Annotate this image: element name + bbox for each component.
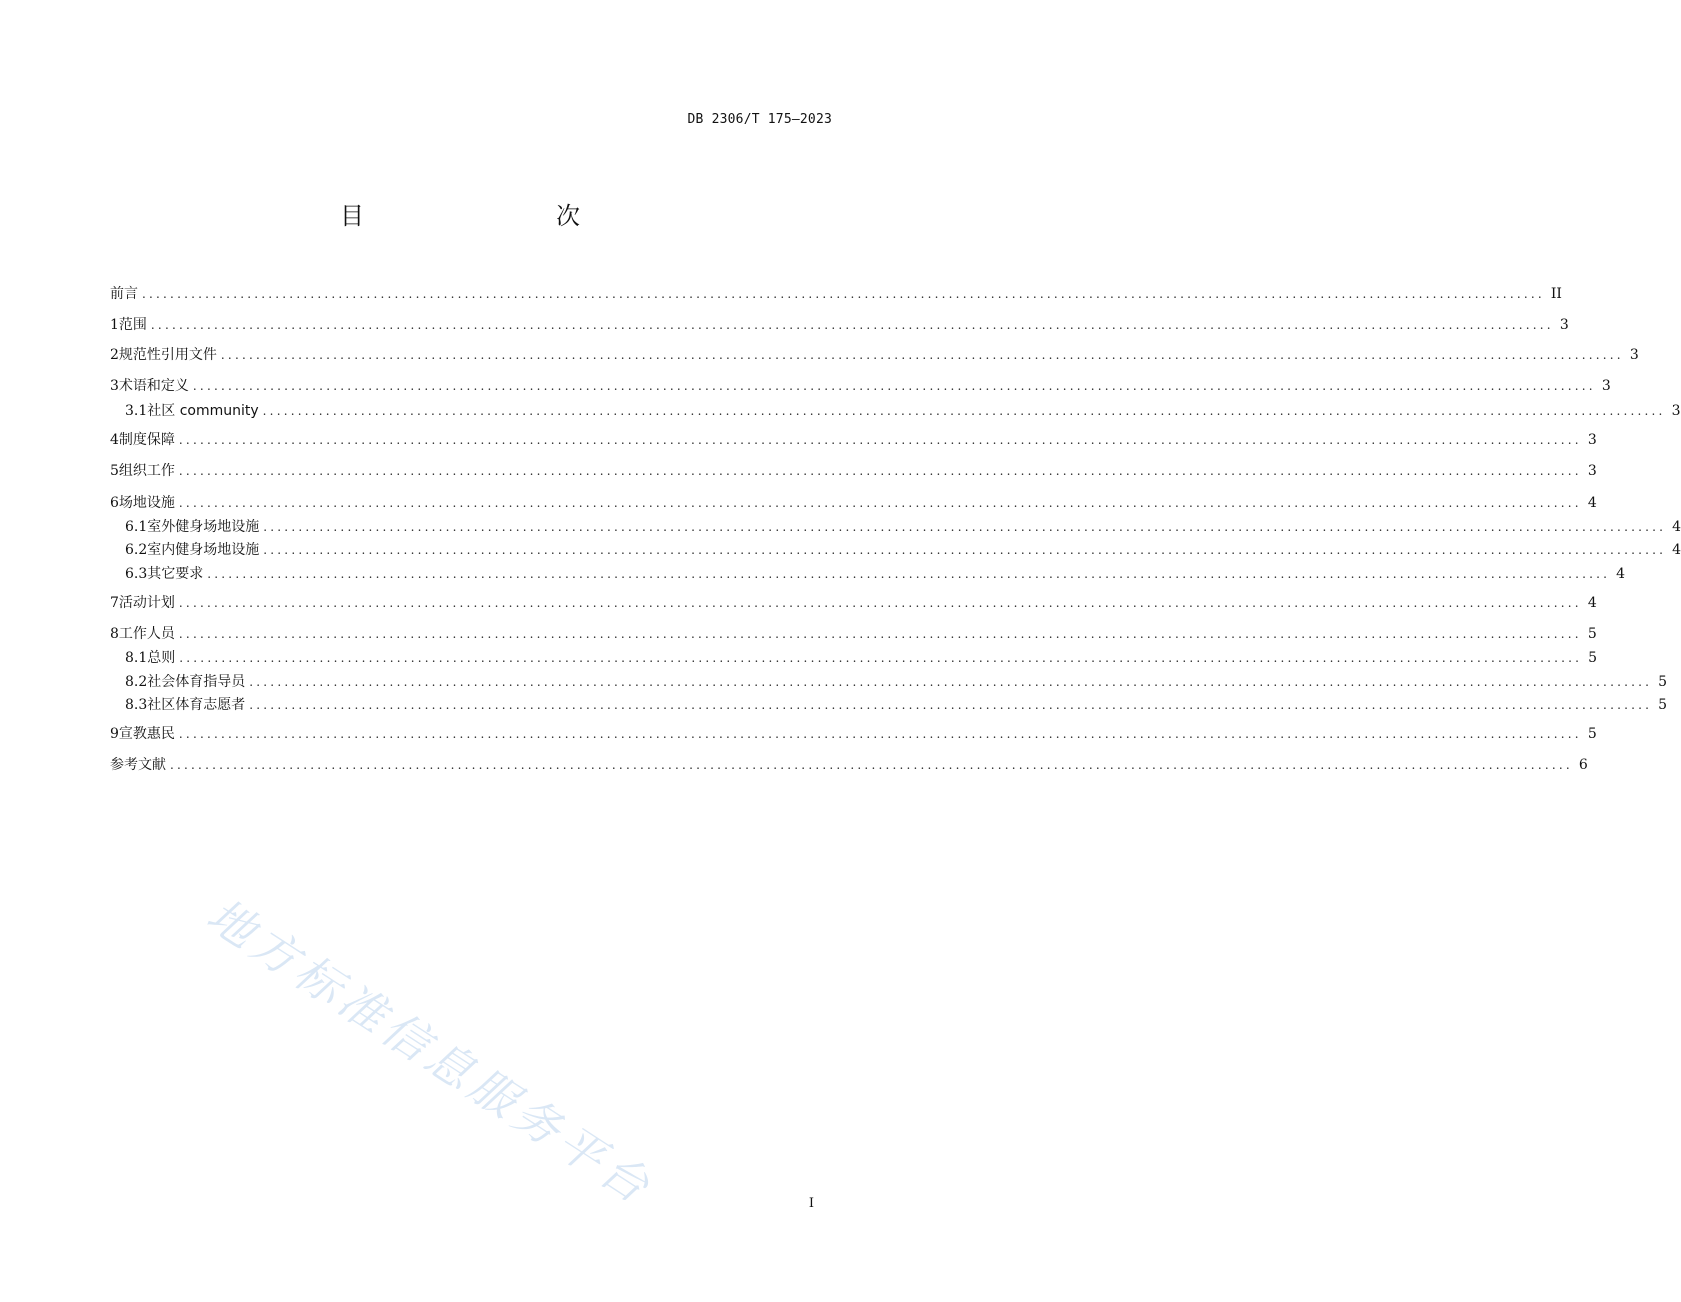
toc-entry-number: 6.3 (125, 566, 148, 582)
toc-entry[interactable] (110, 460, 1597, 480)
dot-leader: ........................................................................................................................................................................................................ (178, 727, 1582, 741)
watermark: 地方标准信息服务平台 (197, 887, 664, 1217)
toc-entry-number: 2 (110, 347, 119, 363)
dot-leader: ........................................................................................................................................................................................................ (249, 675, 1653, 689)
toc-entry[interactable] (110, 492, 1597, 512)
toc-entry-page: 5 (1658, 674, 1668, 690)
toc-entry-page: 5 (1587, 726, 1597, 742)
toc-entry-page: 4 (1616, 566, 1626, 582)
toc-entry-title: 社会体育指导员 (147, 674, 246, 690)
toc-entry[interactable] (110, 314, 1569, 334)
toc-entry[interactable] (110, 344, 1639, 364)
dot-leader: ........................................................................................................................................................................................................ (178, 596, 1582, 610)
toc-entry-number: 6.2 (125, 542, 148, 558)
dot-leader: ........................................................................................................................................................................................................ (150, 318, 1554, 332)
toc-entry-title: 参考文献 (110, 757, 166, 773)
toc-entry-number: 5 (110, 463, 119, 479)
toc-entry-title: 活动计划 (118, 595, 175, 611)
toc-entry-page: 3 (1559, 317, 1569, 333)
toc-entry-page: 3 (1629, 347, 1639, 363)
toc-entry-page: 6 (1578, 757, 1588, 773)
toc-entry-title: 工作人员 (118, 626, 175, 642)
toc-entry-title: 其它要求 (147, 566, 204, 582)
toc-entry-title: 室外健身场地设施 (147, 519, 260, 535)
dot-leader: ........................................................................................................................................................................................................ (178, 433, 1582, 447)
toc-entry[interactable] (110, 623, 1597, 643)
toc-entry-page: 4 (1587, 495, 1597, 511)
toc-entry-page: 3 (1671, 403, 1681, 419)
toc-entry-number: 7 (110, 595, 119, 611)
toc-entry[interactable] (110, 592, 1597, 612)
toc-entry-title: 社区 community (147, 403, 259, 419)
toc-entry-page: 4 (1672, 519, 1681, 535)
dot-leader: ........................................................................................................................................................................................................ (263, 543, 1667, 557)
document-code: DB 2306/T 175—2023 (687, 112, 832, 127)
toc-entry-title: 场地设施 (118, 495, 175, 511)
toc-entry-title: 组织工作 (118, 463, 175, 479)
toc-entry-number: 8.3 (125, 697, 148, 713)
toc-entry-page: 4 (1672, 542, 1681, 558)
toc-entry[interactable] (110, 283, 1562, 303)
toc-entry-title: 社区体育志愿者 (147, 697, 246, 713)
toc-entry[interactable] (110, 723, 1597, 743)
toc-entry-page: 3 (1587, 463, 1597, 479)
dot-leader: ........................................................................................................................................................................................................ (192, 379, 1596, 393)
dot-leader: ........................................................................................................................................................................................................ (170, 758, 1573, 772)
toc-entry[interactable] (125, 694, 1668, 714)
toc-entry-number: 1 (110, 317, 119, 333)
toc-entry-number: 4 (110, 432, 119, 448)
toc-entry-title: 制度保障 (118, 432, 175, 448)
toc-entry[interactable] (110, 429, 1597, 449)
toc-entry-number: 8.1 (125, 650, 148, 666)
toc-entry-page: 5 (1588, 650, 1598, 666)
dot-leader: ........................................................................................................................................................................................................ (178, 496, 1582, 510)
dot-leader: ........................................................................................................................................................................................................ (262, 404, 1666, 418)
toc-entry[interactable] (125, 400, 1681, 420)
toc-entry-title: 术语和定义 (118, 378, 189, 394)
page-number: I (808, 1196, 814, 1211)
toc-entry-number: 3.1 (125, 403, 148, 419)
dot-leader: ........................................................................................................................................................................................................ (142, 287, 1545, 301)
toc-entry-number: 6.1 (125, 519, 148, 535)
toc-entry-number: 8 (110, 626, 119, 642)
page-title: 目 次 (340, 202, 628, 230)
dot-leader: ........................................................................................................................................................................................................ (179, 651, 1583, 665)
toc-entry[interactable] (125, 516, 1681, 536)
dot-leader: ........................................................................................................................................................................................................ (263, 520, 1667, 534)
toc-entry-number: 9 (110, 726, 119, 742)
toc-entry-title: 宣教惠民 (118, 726, 175, 742)
toc-entry-page: 3 (1601, 378, 1611, 394)
toc-entry[interactable] (125, 647, 1598, 667)
toc-entry[interactable] (110, 375, 1611, 395)
toc-entry[interactable] (125, 671, 1668, 691)
dot-leader: ........................................................................................................................................................................................................ (207, 567, 1611, 581)
dot-leader: ........................................................................................................................................................................................................ (249, 698, 1653, 712)
toc-entry-title: 前言 (110, 286, 138, 302)
toc-entry-page: 5 (1658, 697, 1668, 713)
toc-entry-title: 总则 (147, 650, 176, 666)
toc-entry[interactable] (125, 563, 1626, 583)
toc-entry-page: II (1550, 286, 1562, 302)
toc-entry-title: 室内健身场地设施 (147, 542, 260, 558)
toc-entry-page: 4 (1587, 595, 1597, 611)
toc-entry-number: 8.2 (125, 674, 148, 690)
toc-entry-title: 规范性引用文件 (118, 347, 217, 363)
dot-leader: ........................................................................................................................................................................................................ (178, 627, 1582, 641)
toc-entry-page: 3 (1587, 432, 1597, 448)
toc-entry[interactable] (125, 539, 1681, 559)
toc-entry-title: 范围 (118, 317, 147, 333)
toc-entry-number: 6 (110, 495, 119, 511)
dot-leader: ........................................................................................................................................................................................................ (178, 464, 1582, 478)
toc-entry[interactable] (110, 754, 1588, 774)
dot-leader: ........................................................................................................................................................................................................ (220, 348, 1624, 362)
toc-entry-number: 3 (110, 378, 119, 394)
toc-entry-page: 5 (1587, 626, 1597, 642)
